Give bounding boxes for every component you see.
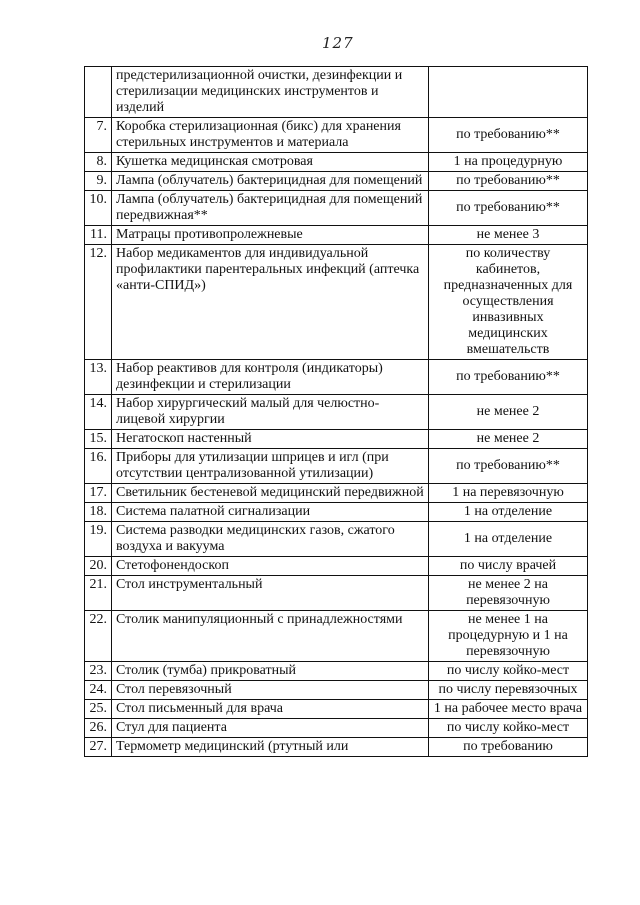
row-number: 27. xyxy=(85,738,112,757)
item-name: Набор хирургический малый для челюстно-лицевой хирургии xyxy=(112,395,429,430)
row-number: 10. xyxy=(85,191,112,226)
row-number: 7. xyxy=(85,118,112,153)
page-number: 127 xyxy=(322,34,354,52)
item-quantity: по числу койко-мест xyxy=(429,662,588,681)
item-quantity: не менее 3 xyxy=(429,226,588,245)
table-row xyxy=(85,503,588,522)
table-row xyxy=(85,662,588,681)
row-number: 8. xyxy=(85,153,112,172)
item-name: предстерилизационной очистки, дезинфекции и стерилизации медицинских инструментов и изделий xyxy=(112,67,429,118)
item-name: Негатоскоп настенный xyxy=(112,430,429,449)
row-number: 18. xyxy=(85,503,112,522)
row-number: 16. xyxy=(85,449,112,484)
table-row xyxy=(85,118,588,153)
row-number: 21. xyxy=(85,576,112,611)
item-quantity: по требованию** xyxy=(429,172,588,191)
table-row xyxy=(85,226,588,245)
row-number: 23. xyxy=(85,662,112,681)
item-quantity: по количеству кабинетов, предназначенных для осуществления инвазивных медицинских вмешательств xyxy=(429,245,588,360)
item-quantity: 1 на отделение xyxy=(429,503,588,522)
table-row xyxy=(85,172,588,191)
item-name: Набор медикаментов для индивидуальной профилактики парентеральных инфекций (аптечка «анти-СПИД») xyxy=(112,245,429,360)
table-row xyxy=(85,522,588,557)
item-name: Столик манипуляционный с принадлежностями xyxy=(112,611,429,662)
item-quantity: 1 на перевязочную xyxy=(429,484,588,503)
item-quantity: по требованию xyxy=(429,738,588,757)
item-quantity: 1 на процедурную xyxy=(429,153,588,172)
table-row xyxy=(85,153,588,172)
item-name: Лампа (облучатель) бактерицидная для помещений передвижная** xyxy=(112,191,429,226)
table-row xyxy=(85,719,588,738)
item-quantity: не менее 2 xyxy=(429,395,588,430)
table-row xyxy=(85,67,588,118)
table-row xyxy=(85,430,588,449)
item-quantity: по числу перевязочных xyxy=(429,681,588,700)
table-row xyxy=(85,245,588,360)
table-row xyxy=(85,611,588,662)
item-quantity: 1 на рабочее место врача xyxy=(429,700,588,719)
table-row xyxy=(85,395,588,430)
item-name: Коробка стерилизационная (бикс) для хранения стерильных инструментов и материала xyxy=(112,118,429,153)
table-row xyxy=(85,576,588,611)
item-quantity: 1 на отделение xyxy=(429,522,588,557)
table-row xyxy=(85,738,588,757)
table-row xyxy=(85,360,588,395)
row-number: 19. xyxy=(85,522,112,557)
item-name: Стул для пациента xyxy=(112,719,429,738)
item-name: Лампа (облучатель) бактерицидная для помещений xyxy=(112,172,429,191)
row-number: 14. xyxy=(85,395,112,430)
item-quantity: по требованию** xyxy=(429,449,588,484)
item-name: Термометр медицинский (ртутный или xyxy=(112,738,429,757)
row-number: 26. xyxy=(85,719,112,738)
row-number: 24. xyxy=(85,681,112,700)
row-number: 20. xyxy=(85,557,112,576)
item-name: Система палатной сигнализации xyxy=(112,503,429,522)
table-row xyxy=(85,191,588,226)
item-quantity: по требованию** xyxy=(429,118,588,153)
row-number: 9. xyxy=(85,172,112,191)
row-number: 22. xyxy=(85,611,112,662)
item-name: Светильник бестеневой медицинский передвижной xyxy=(112,484,429,503)
table-row xyxy=(85,557,588,576)
row-number: 15. xyxy=(85,430,112,449)
item-name: Система разводки медицинских газов, сжатого воздуха и вакуума xyxy=(112,522,429,557)
item-name: Приборы для утилизации шприцев и игл (при отсутствии централизованной утилизации) xyxy=(112,449,429,484)
item-quantity: по требованию** xyxy=(429,360,588,395)
item-quantity: по требованию** xyxy=(429,191,588,226)
table-row xyxy=(85,700,588,719)
item-name: Стол инструментальный xyxy=(112,576,429,611)
item-name: Стетофонендоскоп xyxy=(112,557,429,576)
item-quantity: по числу врачей xyxy=(429,557,588,576)
item-name: Столик (тумба) прикроватный xyxy=(112,662,429,681)
item-name: Набор реактивов для контроля (индикаторы) дезинфекции и стерилизации xyxy=(112,360,429,395)
row-number: 12. xyxy=(85,245,112,360)
item-quantity: не менее 1 на процедурную и 1 на перевязочную xyxy=(429,611,588,662)
row-number: 11. xyxy=(85,226,112,245)
row-number: 25. xyxy=(85,700,112,719)
item-name: Кушетка медицинская смотровая xyxy=(112,153,429,172)
item-quantity: по числу койко-мест xyxy=(429,719,588,738)
item-name: Матрацы противопролежневые xyxy=(112,226,429,245)
item-quantity: не менее 2 на перевязочную xyxy=(429,576,588,611)
table-row xyxy=(85,449,588,484)
row-number xyxy=(85,67,112,118)
row-number: 17. xyxy=(85,484,112,503)
table-row xyxy=(85,484,588,503)
table-row xyxy=(85,681,588,700)
item-name: Стол письменный для врача xyxy=(112,700,429,719)
row-number: 13. xyxy=(85,360,112,395)
item-quantity xyxy=(429,67,588,118)
equipment-table xyxy=(84,66,588,757)
item-name: Стол перевязочный xyxy=(112,681,429,700)
item-quantity: не менее 2 xyxy=(429,430,588,449)
